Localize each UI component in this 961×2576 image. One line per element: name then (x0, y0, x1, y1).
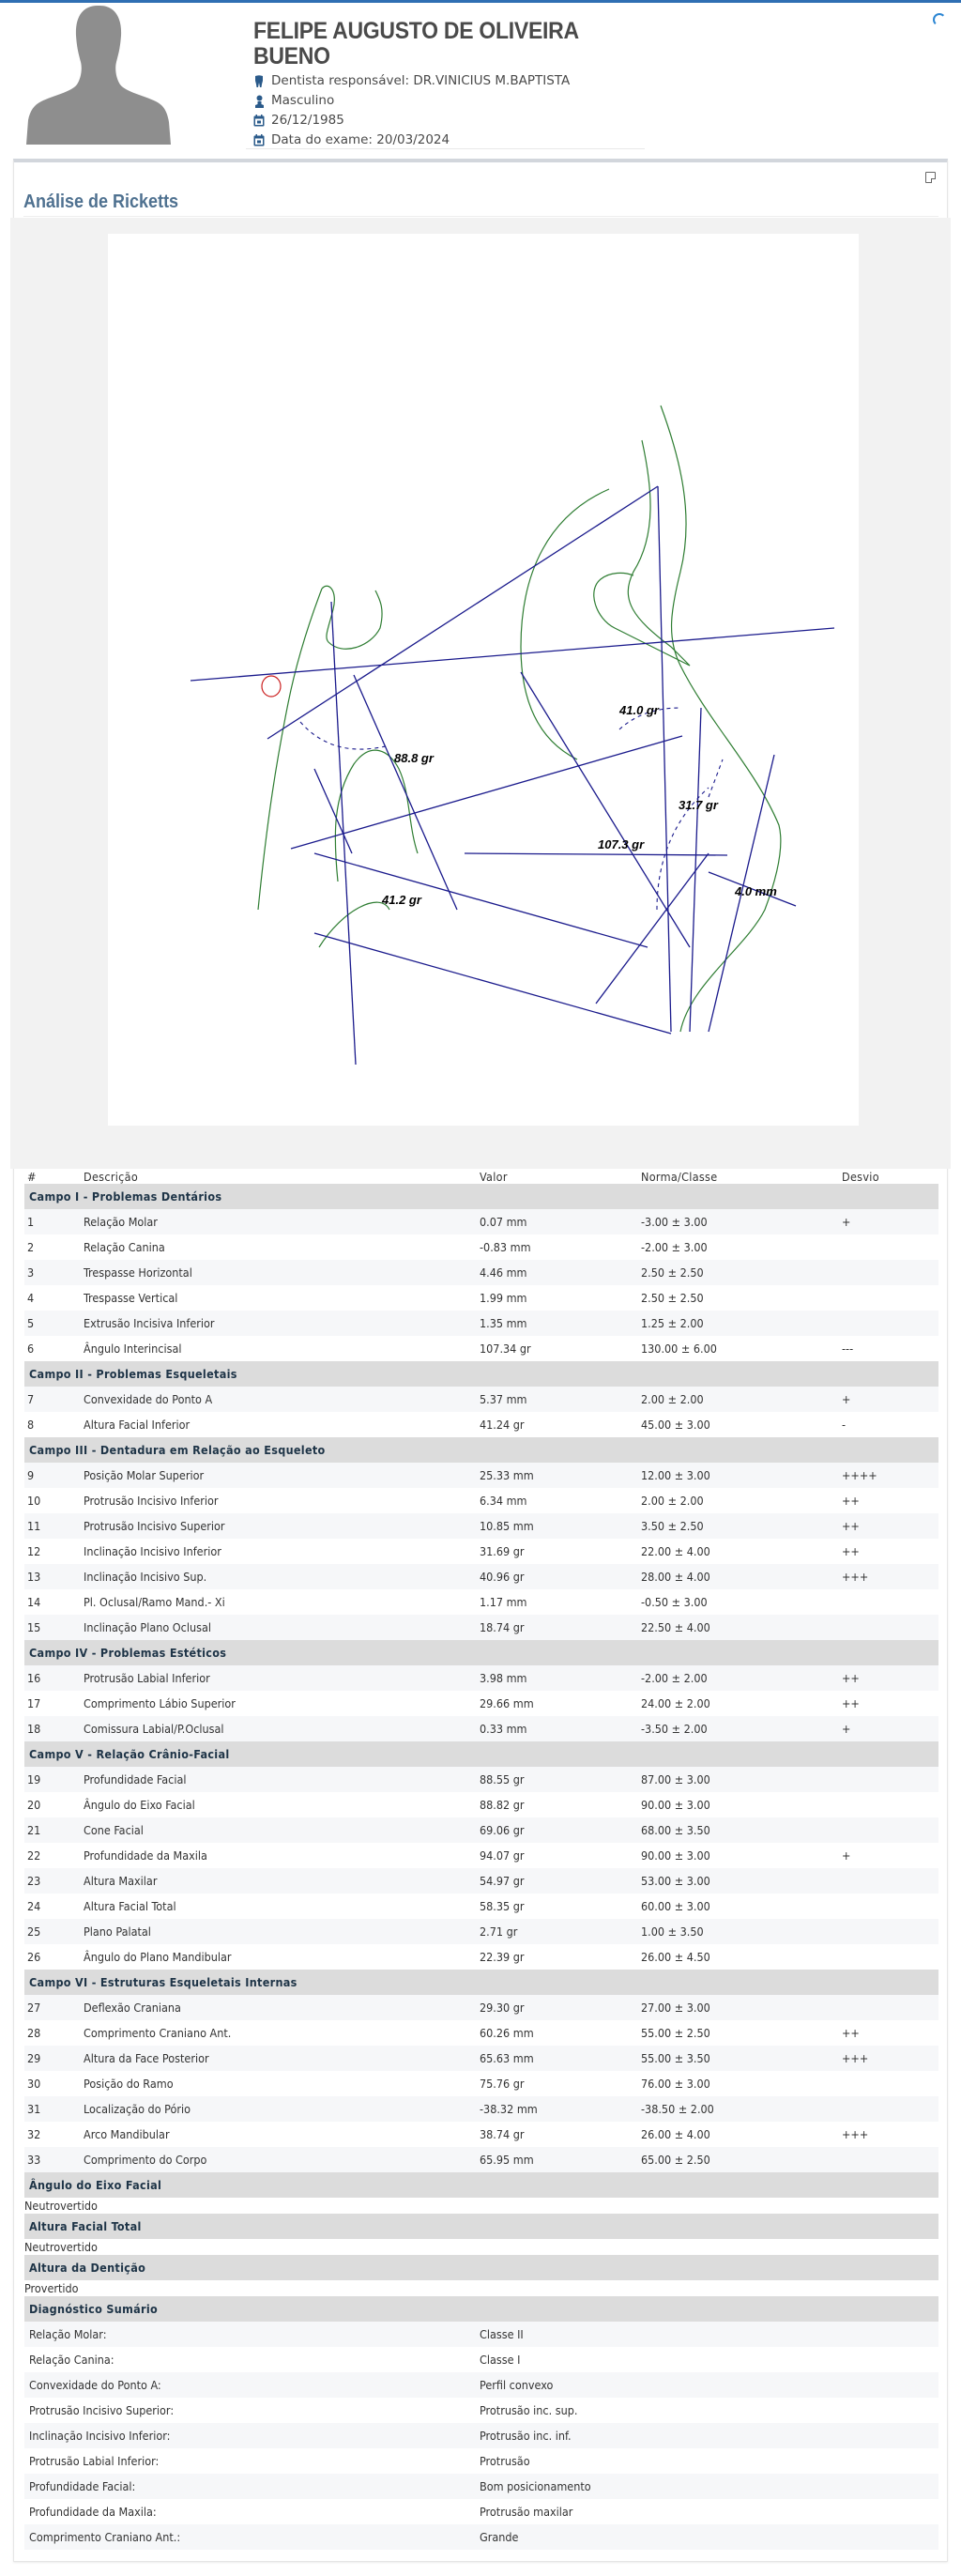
row-norm: 27.00 ± 3.00 (638, 1995, 839, 2020)
table-row (24, 1691, 938, 1716)
cephalometric-tracing (108, 234, 859, 1126)
diagnosis-value: Grande (477, 2524, 938, 2550)
row-deviation (839, 1311, 938, 1336)
col-deviation: Desvio (842, 1170, 879, 1184)
patient-name-line2: BUENO (253, 43, 330, 69)
row-deviation (839, 1792, 938, 1817)
table-row (24, 1995, 938, 2020)
table-row (24, 1792, 938, 1817)
row-norm: -38.50 ± 2.00 (638, 2096, 839, 2122)
table-row (24, 1539, 938, 1564)
table-row (24, 1843, 938, 1868)
summary-value-row (24, 2280, 938, 2296)
section-header-row (24, 1437, 938, 1463)
table-row (24, 1387, 938, 1412)
row-number: 8 (24, 1412, 81, 1437)
table-row (24, 1615, 938, 1640)
angle-label-107-3: 107.3 gr (598, 837, 645, 851)
row-norm: 26.00 ± 4.00 (638, 2122, 839, 2147)
row-value: 58.35 gr (477, 1894, 638, 1919)
diagnosis-label: Relação Molar: (24, 2322, 477, 2347)
row-number: 17 (24, 1691, 81, 1716)
col-norm: Norma/Classe (641, 1170, 718, 1184)
summary-title: Altura da Dentição (24, 2255, 938, 2280)
row-deviation: + (839, 1716, 938, 1741)
row-number: 21 (24, 1817, 81, 1843)
row-value: 54.97 gr (477, 1868, 638, 1894)
row-deviation: - (839, 1412, 938, 1437)
row-value: 65.95 mm (477, 2147, 638, 2172)
row-number: 31 (24, 2096, 81, 2122)
row-value: 25.33 mm (477, 1463, 638, 1488)
distance-label-4-0: 4.0 mm (735, 884, 777, 898)
col-value: Valor (480, 1170, 508, 1184)
section-title: Campo VI - Estruturas Esqueletais Internas (24, 1970, 938, 1995)
row-number: 2 (24, 1234, 81, 1260)
table-row (24, 1589, 938, 1615)
row-norm: 87.00 ± 3.00 (638, 1767, 839, 1792)
diagnosis-label: Convexidade do Ponto A: (24, 2372, 477, 2398)
row-number: 14 (24, 1589, 81, 1615)
diagnosis-value: Classe I (477, 2347, 938, 2372)
row-value: 4.46 mm (477, 1260, 638, 1285)
row-number: 9 (24, 1463, 81, 1488)
row-value: 5.37 mm (477, 1387, 638, 1412)
table-row (24, 1919, 938, 1944)
row-value: 1.35 mm (477, 1311, 638, 1336)
row-description: Extrusão Incisiva Inferior (81, 1311, 477, 1336)
row-deviation: +++ (839, 2122, 938, 2147)
row-description: Arco Mandibular (81, 2122, 477, 2147)
row-number: 13 (24, 1564, 81, 1589)
diagnosis-row (24, 2398, 938, 2423)
table-row (24, 1868, 938, 1894)
diagnosis-value: Bom posicionamento (477, 2474, 938, 2499)
row-number: 23 (24, 1868, 81, 1894)
summary-value-row (24, 2239, 938, 2255)
row-number: 32 (24, 2122, 81, 2147)
row-description: Inclinação Incisivo Sup. (81, 1564, 477, 1589)
row-norm: 2.00 ± 2.00 (638, 1387, 839, 1412)
row-value: 69.06 gr (477, 1817, 638, 1843)
row-number: 11 (24, 1513, 81, 1539)
row-deviation: ++ (839, 1691, 938, 1716)
row-deviation: + (839, 1843, 938, 1868)
row-norm: 22.00 ± 4.00 (638, 1539, 839, 1564)
row-value: 6.34 mm (477, 1488, 638, 1513)
section-header-row (24, 1970, 938, 1995)
row-number: 10 (24, 1488, 81, 1513)
row-value: 38.74 gr (477, 2122, 638, 2147)
row-value: 18.74 gr (477, 1615, 638, 1640)
diagnosis-value: Protrusão maxilar (477, 2499, 938, 2524)
row-description: Trespasse Vertical (81, 1285, 477, 1311)
table-row (24, 1894, 938, 1919)
row-norm: 65.00 ± 2.50 (638, 2147, 839, 2172)
row-deviation: ++ (839, 1665, 938, 1691)
row-deviation (839, 1894, 938, 1919)
angle-arcs (300, 708, 723, 910)
row-deviation (839, 1944, 938, 1970)
diagnosis-row (24, 2474, 938, 2499)
dentist-label: Dentista responsável: DR.VINICIUS M.BAPTISTA (271, 73, 571, 88)
row-deviation: ++ (839, 1539, 938, 1564)
table-row (24, 2020, 938, 2046)
table-row (24, 1944, 938, 1970)
row-description: Ângulo do Plano Mandibular (81, 1944, 477, 1970)
row-value: 65.63 mm (477, 2046, 638, 2071)
diagnosis-row (24, 2448, 938, 2474)
table-row (24, 2122, 938, 2147)
dentist-info (253, 71, 648, 91)
diagnosis-label: Inclinação Incisivo Inferior: (24, 2423, 477, 2448)
row-value: 10.85 mm (477, 1513, 638, 1539)
diagnosis-row (24, 2322, 938, 2347)
row-norm: 24.00 ± 2.00 (638, 1691, 839, 1716)
row-norm: -3.50 ± 2.00 (638, 1716, 839, 1741)
row-number: 22 (24, 1843, 81, 1868)
row-deviation: +++ (839, 2046, 938, 2071)
section-header-row (24, 1184, 938, 1209)
diagnosis-label: Relação Canina: (24, 2347, 477, 2372)
row-description: Posição do Ramo (81, 2071, 477, 2096)
row-number: 24 (24, 1894, 81, 1919)
row-value: 2.71 gr (477, 1919, 638, 1944)
row-value: 1.17 mm (477, 1589, 638, 1615)
row-deviation: + (839, 1209, 938, 1234)
table-row (24, 1412, 938, 1437)
table-row (24, 2096, 938, 2122)
row-description: Comprimento Lábio Superior (81, 1691, 477, 1716)
row-norm: 2.00 ± 2.00 (638, 1488, 839, 1513)
section-header-row (24, 1741, 938, 1767)
row-norm: -3.00 ± 3.00 (638, 1209, 839, 1234)
summary-header-row (24, 2214, 938, 2239)
angle-label-88-8: 88.8 gr (394, 751, 434, 765)
gender-label: Masculino (271, 93, 335, 108)
diagnosis-row (24, 2524, 938, 2550)
table-header-row (24, 1170, 938, 1184)
row-norm: 76.00 ± 3.00 (638, 2071, 839, 2096)
diagnosis-value: Classe II (477, 2322, 938, 2347)
row-description: Convexidade do Ponto A (81, 1387, 477, 1412)
diagnosis-value: Protrusão inc. inf. (477, 2423, 938, 2448)
row-deviation (839, 1995, 938, 2020)
summary-value: Provertido (24, 2280, 938, 2296)
diagnosis-value: Perfil convexo (477, 2372, 938, 2398)
row-deviation: ++ (839, 1513, 938, 1539)
table-row (24, 1285, 938, 1311)
row-value: 107.34 gr (477, 1336, 638, 1361)
row-value: 88.82 gr (477, 1792, 638, 1817)
table-row (24, 1564, 938, 1589)
row-norm: 26.00 ± 4.50 (638, 1944, 839, 1970)
table-row (24, 1767, 938, 1792)
row-value: 29.30 gr (477, 1995, 638, 2020)
analysis-title: Análise de Ricketts (23, 192, 179, 212)
table-row (24, 1817, 938, 1843)
ricketts-table (24, 1170, 938, 2550)
porion-marker (262, 676, 281, 697)
row-number: 30 (24, 2071, 81, 2096)
row-norm: 68.00 ± 3.50 (638, 1817, 839, 1843)
table-row (24, 1260, 938, 1285)
diagnosis-label: Profundidade Facial: (24, 2474, 477, 2499)
col-number: # (27, 1170, 37, 1184)
row-number: 25 (24, 1919, 81, 1944)
analysis-card (13, 159, 948, 2562)
diagnosis-title: Diagnóstico Sumário (24, 2296, 938, 2322)
row-value: 75.76 gr (477, 2071, 638, 2096)
row-deviation (839, 1767, 938, 1792)
row-number: 33 (24, 2147, 81, 2172)
section-title: Campo I - Problemas Dentários (24, 1184, 938, 1209)
row-deviation: ++ (839, 2020, 938, 2046)
row-norm: -2.00 ± 2.00 (638, 1665, 839, 1691)
row-value: -0.83 mm (477, 1234, 638, 1260)
row-deviation (839, 2147, 938, 2172)
diagnosis-row (24, 2499, 938, 2524)
patient-info (253, 19, 648, 150)
section-header-row (24, 1640, 938, 1665)
row-norm: 12.00 ± 3.00 (638, 1463, 839, 1488)
row-norm: 28.00 ± 4.00 (638, 1564, 839, 1589)
row-deviation (839, 1260, 938, 1285)
row-description: Protrusão Labial Inferior (81, 1665, 477, 1691)
row-description: Comprimento do Corpo (81, 2147, 477, 2172)
row-description: Altura Facial Total (81, 1894, 477, 1919)
table-row (24, 2046, 938, 2071)
birthdate-label: 26/12/1985 (271, 113, 344, 128)
row-value: 41.24 gr (477, 1412, 638, 1437)
row-number: 20 (24, 1792, 81, 1817)
divider (246, 148, 645, 149)
user-icon (253, 95, 265, 108)
row-deviation (839, 1615, 938, 1640)
note-icon[interactable] (925, 172, 936, 183)
section-title: Campo V - Relação Crânio-Facial (24, 1741, 938, 1767)
row-description: Profundidade da Maxila (81, 1843, 477, 1868)
angle-label-41-0: 41.0 gr (619, 703, 659, 717)
row-deviation (839, 2096, 938, 2122)
row-deviation (839, 1919, 938, 1944)
row-description: Protrusão Incisivo Inferior (81, 1488, 477, 1513)
row-number: 15 (24, 1615, 81, 1640)
row-value: -38.32 mm (477, 2096, 638, 2122)
table-row (24, 1463, 938, 1488)
row-description: Cone Facial (81, 1817, 477, 1843)
row-norm: 2.50 ± 2.50 (638, 1285, 839, 1311)
row-deviation: + (839, 1387, 938, 1412)
diagnosis-value: Protrusão (477, 2448, 938, 2474)
calendar-icon (253, 115, 265, 128)
row-value: 22.39 gr (477, 1944, 638, 1970)
row-value: 88.55 gr (477, 1767, 638, 1792)
row-value: 0.07 mm (477, 1209, 638, 1234)
divider (23, 216, 938, 217)
table-row (24, 1234, 938, 1260)
row-description: Posição Molar Superior (81, 1463, 477, 1488)
row-deviation: +++ (839, 1564, 938, 1589)
table-row (24, 1311, 938, 1336)
diagnosis-row (24, 2423, 938, 2448)
row-description: Relação Molar (81, 1209, 477, 1234)
row-value: 29.66 mm (477, 1691, 638, 1716)
row-number: 18 (24, 1716, 81, 1741)
row-deviation (839, 1234, 938, 1260)
row-value: 1.99 mm (477, 1285, 638, 1311)
row-number: 7 (24, 1387, 81, 1412)
exam-date-info (253, 130, 648, 150)
row-deviation: ++ (839, 1488, 938, 1513)
row-number: 3 (24, 1260, 81, 1285)
table-row (24, 1488, 938, 1513)
table-row (24, 2147, 938, 2172)
row-description: Deflexão Craniana (81, 1995, 477, 2020)
exam-date-label: Data do exame: 20/03/2024 (271, 132, 450, 147)
row-description: Plano Palatal (81, 1919, 477, 1944)
summary-title: Altura Facial Total (24, 2214, 938, 2239)
table-row (24, 1336, 938, 1361)
diagnosis-label: Protrusão Labial Inferior: (24, 2448, 477, 2474)
table-row (24, 1716, 938, 1741)
table-row (24, 1209, 938, 1234)
row-description: Profundidade Facial (81, 1767, 477, 1792)
row-value: 3.98 mm (477, 1665, 638, 1691)
row-deviation (839, 1589, 938, 1615)
row-deviation (839, 2071, 938, 2096)
row-description: Trespasse Horizontal (81, 1260, 477, 1285)
row-number: 6 (24, 1336, 81, 1361)
row-norm: 2.50 ± 2.50 (638, 1260, 839, 1285)
diagnosis-row (24, 2347, 938, 2372)
calendar-icon (253, 134, 265, 147)
tracing-container (10, 218, 951, 1169)
row-deviation (839, 1285, 938, 1311)
row-number: 26 (24, 1944, 81, 1970)
row-norm: 90.00 ± 3.00 (638, 1843, 839, 1868)
row-description: Ângulo Interincisal (81, 1336, 477, 1361)
summary-value-row (24, 2198, 938, 2214)
row-norm: 55.00 ± 3.50 (638, 2046, 839, 2071)
row-description: Altura Facial Inferior (81, 1412, 477, 1437)
row-deviation: --- (839, 1336, 938, 1361)
row-number: 5 (24, 1311, 81, 1336)
row-value: 31.69 gr (477, 1539, 638, 1564)
table-row (24, 1513, 938, 1539)
angle-label-41-2: 41.2 gr (382, 893, 421, 907)
diagnosis-header-row (24, 2296, 938, 2322)
section-header-row (24, 1361, 938, 1387)
row-norm: 130.00 ± 6.00 (638, 1336, 839, 1361)
row-value: 94.07 gr (477, 1843, 638, 1868)
row-norm: 55.00 ± 2.50 (638, 2020, 839, 2046)
tooth-icon (253, 75, 265, 88)
row-norm: 53.00 ± 3.00 (638, 1868, 839, 1894)
row-norm: 3.50 ± 2.50 (638, 1513, 839, 1539)
row-number: 1 (24, 1209, 81, 1234)
row-deviation (839, 1817, 938, 1843)
reference-lines (191, 486, 834, 1065)
section-title: Campo II - Problemas Esqueletais (24, 1361, 938, 1387)
section-title: Campo III - Dentadura em Relação ao Esqueleto (24, 1437, 938, 1463)
patient-name-line1: FELIPE AUGUSTO DE OLIVEIRA (253, 18, 579, 44)
row-description: Comissura Labial/P.Oclusal (81, 1716, 477, 1741)
row-deviation: ++++ (839, 1463, 938, 1488)
row-number: 29 (24, 2046, 81, 2071)
row-number: 27 (24, 1995, 81, 2020)
row-value: 0.33 mm (477, 1716, 638, 1741)
row-number: 12 (24, 1539, 81, 1564)
loading-spinner-icon (933, 13, 946, 26)
diagnosis-label: Comprimento Craniano Ant.: (24, 2524, 477, 2550)
table-row (24, 1665, 938, 1691)
row-norm: 45.00 ± 3.00 (638, 1412, 839, 1437)
diagnosis-row (24, 2372, 938, 2398)
row-value: 60.26 mm (477, 2020, 638, 2046)
top-accent-bar (0, 0, 961, 3)
row-description: Inclinação Incisivo Inferior (81, 1539, 477, 1564)
angle-label-31-7: 31.7 gr (679, 798, 718, 812)
gender-info (253, 91, 648, 111)
summary-title: Ângulo do Eixo Facial (24, 2172, 938, 2198)
row-norm: 1.25 ± 2.00 (638, 1311, 839, 1336)
row-number: 4 (24, 1285, 81, 1311)
section-title: Campo IV - Problemas Estéticos (24, 1640, 938, 1665)
summary-header-row (24, 2255, 938, 2280)
row-norm: 1.00 ± 3.50 (638, 1919, 839, 1944)
birthdate-info (253, 111, 648, 130)
row-norm: 22.50 ± 4.00 (638, 1615, 839, 1640)
row-description: Localização do Pório (81, 2096, 477, 2122)
diagnosis-value: Protrusão inc. sup. (477, 2398, 938, 2423)
row-description: Altura da Face Posterior (81, 2046, 477, 2071)
row-description: Relação Canina (81, 1234, 477, 1260)
row-description: Pl. Oclusal/Ramo Mand.- Xi (81, 1589, 477, 1615)
summary-header-row (24, 2172, 938, 2198)
row-norm: -2.00 ± 3.00 (638, 1234, 839, 1260)
diagnosis-label: Protrusão Incisivo Superior: (24, 2398, 477, 2423)
row-norm: 60.00 ± 3.00 (638, 1894, 839, 1919)
diagnosis-label: Profundidade da Maxila: (24, 2499, 477, 2524)
row-number: 16 (24, 1665, 81, 1691)
row-description: Comprimento Craniano Ant. (81, 2020, 477, 2046)
col-description: Descrição (84, 1170, 139, 1184)
row-norm: -0.50 ± 3.00 (638, 1589, 839, 1615)
tracing-svg (108, 234, 859, 1126)
summary-value: Neutrovertido (24, 2239, 938, 2255)
row-description: Protrusão Incisivo Superior (81, 1513, 477, 1539)
row-number: 28 (24, 2020, 81, 2046)
row-description: Altura Maxilar (81, 1868, 477, 1894)
row-norm: 90.00 ± 3.00 (638, 1792, 839, 1817)
summary-value: Neutrovertido (24, 2198, 938, 2214)
row-description: Ângulo do Eixo Facial (81, 1792, 477, 1817)
patient-avatar (24, 6, 175, 145)
soft-tissue-profile (258, 406, 781, 1032)
row-description: Inclinação Plano Oclusal (81, 1615, 477, 1640)
table-row (24, 2071, 938, 2096)
row-value: 40.96 gr (477, 1564, 638, 1589)
row-number: 19 (24, 1767, 81, 1792)
row-deviation (839, 1868, 938, 1894)
